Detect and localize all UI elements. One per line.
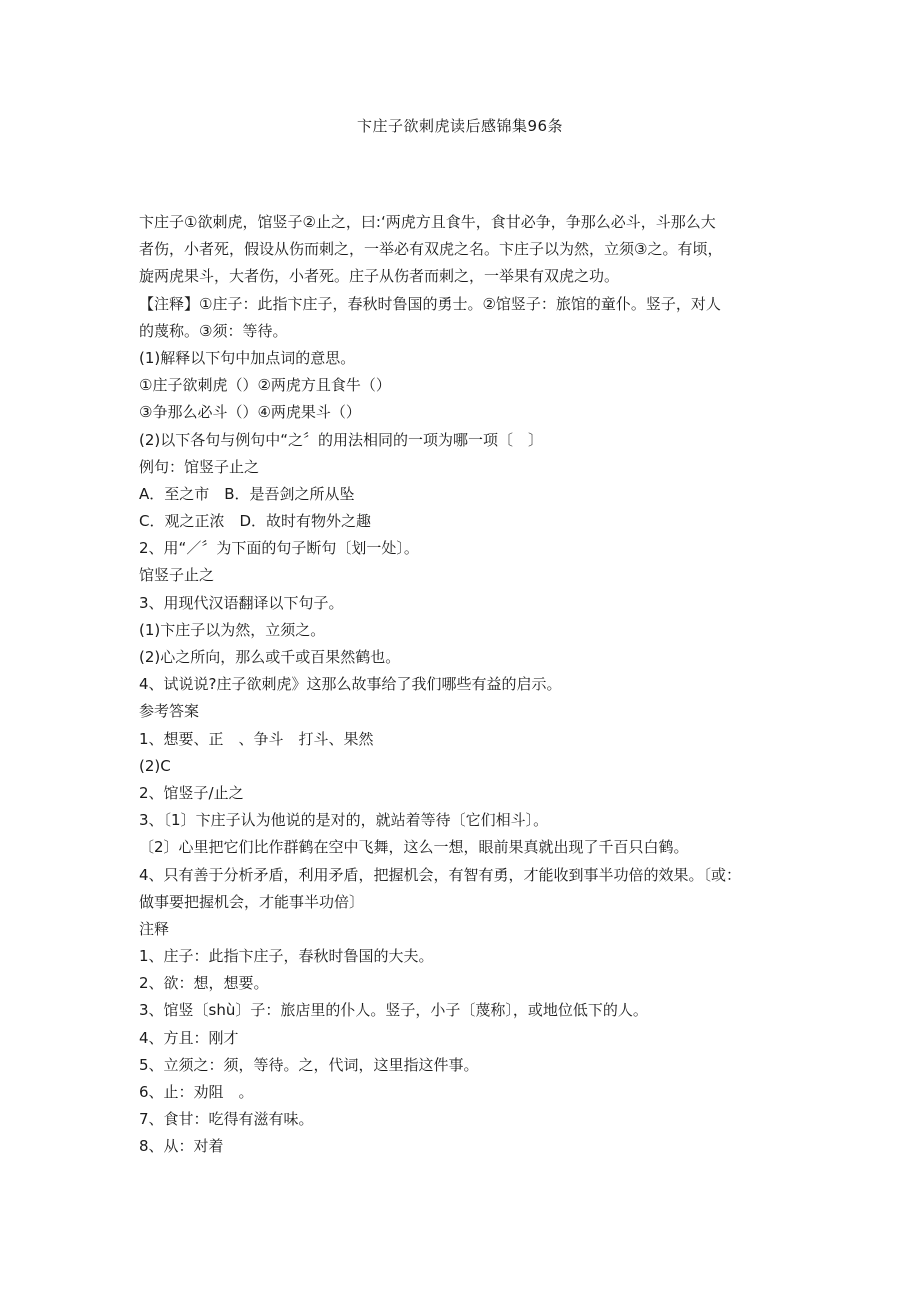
question-1-heading: (1)解释以下句中加点词的意思。 <box>139 348 356 367</box>
text-line: 【注释】①庄子：此指卞庄子，春秋时鲁国的勇士。②馆竖子：旅馆的童仆。竖子，对人 <box>139 294 721 313</box>
answer-line: 1、想要、正 、争斗 打斗、果然 <box>139 729 374 748</box>
note-line: 7、食甘：吃得有滋有味。 <box>139 1110 314 1129</box>
answer-line: 2、馆竖子/止之 <box>139 783 244 802</box>
text-line: 的蔑称。③须：等待。 <box>139 321 288 340</box>
note-line: 1、庄子：此指卞庄子，春秋时鲁国的大夫。 <box>139 947 434 966</box>
question-heading: 4、试说说?庄子欲刺虎》这那么故事给了我们哪些有益的启示。 <box>139 675 562 694</box>
question-1-items-a: ①庄子欲刺虎（）②两虎方且食牛（） <box>139 376 391 395</box>
option-line: A．至之市 B．是吾剑之所从坠 <box>139 484 355 503</box>
document-title: 卞庄子欲刺虎读后感锦集96条 <box>356 117 564 135</box>
question-1-items-b: ③争那么必斗（）④两虎果斗（） <box>139 403 361 422</box>
note-line: 4、方且：刚才 <box>139 1028 239 1047</box>
note-line: 8、从：对着 <box>139 1137 224 1156</box>
question-heading: 2、用“／〞为下面的句子断句〔划一处〕。 <box>139 539 419 558</box>
note-line: 5、立须之：须，等待。之，代词，这里指这件事。 <box>139 1055 479 1074</box>
answer-line: (2)C <box>139 756 171 775</box>
note-line: 3、馆竖〔shù〕子：旅店里的仆人。竖子，小子〔蔑称〕，或地位低下的人。 <box>139 1001 648 1020</box>
notes-heading: 注释 <box>139 919 170 938</box>
question-heading: 3、用现代汉语翻译以下句子。 <box>139 593 344 612</box>
text-line: 者伤，小者死，假设从伤而刺之，一举必有双虎之名。卞庄子以为然，立须③之。有顷， <box>139 240 723 259</box>
note-line: 6、止：劝阻 。 <box>139 1083 254 1101</box>
text-line: 卞庄子①欲刺虎，馆竖子②止之，曰:‘两虎方且食牛，食甘必争，争那么必斗，斗那么大 <box>139 213 716 231</box>
text-line: 馆竖子止之 <box>139 566 215 585</box>
text-line: 旋两虎果斗，大者伤，小者死。庄子从伤者而刺之，一举果有双虎之功。 <box>139 267 620 286</box>
answer-line: 4、只有善于分析矛盾，利用矛盾，把握机会，有智有勇，才能收到事半功倍的效果。〔或： <box>139 865 742 884</box>
answer-line: 做事要把握机会，才能事半功倍〕 <box>139 892 365 911</box>
question-2-heading: (2)以下各句与例句中“之〞的用法相同的一项为哪一项〔 〕 <box>139 430 544 449</box>
answer-line: 3、〔1〕卞庄子认为他说的是对的，就站着等待〔它们相斗〕。 <box>139 811 549 830</box>
document-body <box>139 209 785 1161</box>
example-sentence: 例句：馆竖子止之 <box>139 457 260 476</box>
answer-line: 〔2〕心里把它们比作群鹤在空中飞舞，这么一想，眼前果真就出现了千百只白鹤。 <box>139 838 689 857</box>
answers-heading: 参考答案 <box>139 702 200 721</box>
text-line: (1)卞庄子以为然，立须之。 <box>139 620 326 639</box>
option-line: C．观之正浓 D．故时有物外之趣 <box>139 512 372 531</box>
text-line: (2)心之所向，那么或千或百果然鹤也。 <box>139 648 401 666</box>
note-line: 2、欲：想，想要。 <box>139 974 269 993</box>
